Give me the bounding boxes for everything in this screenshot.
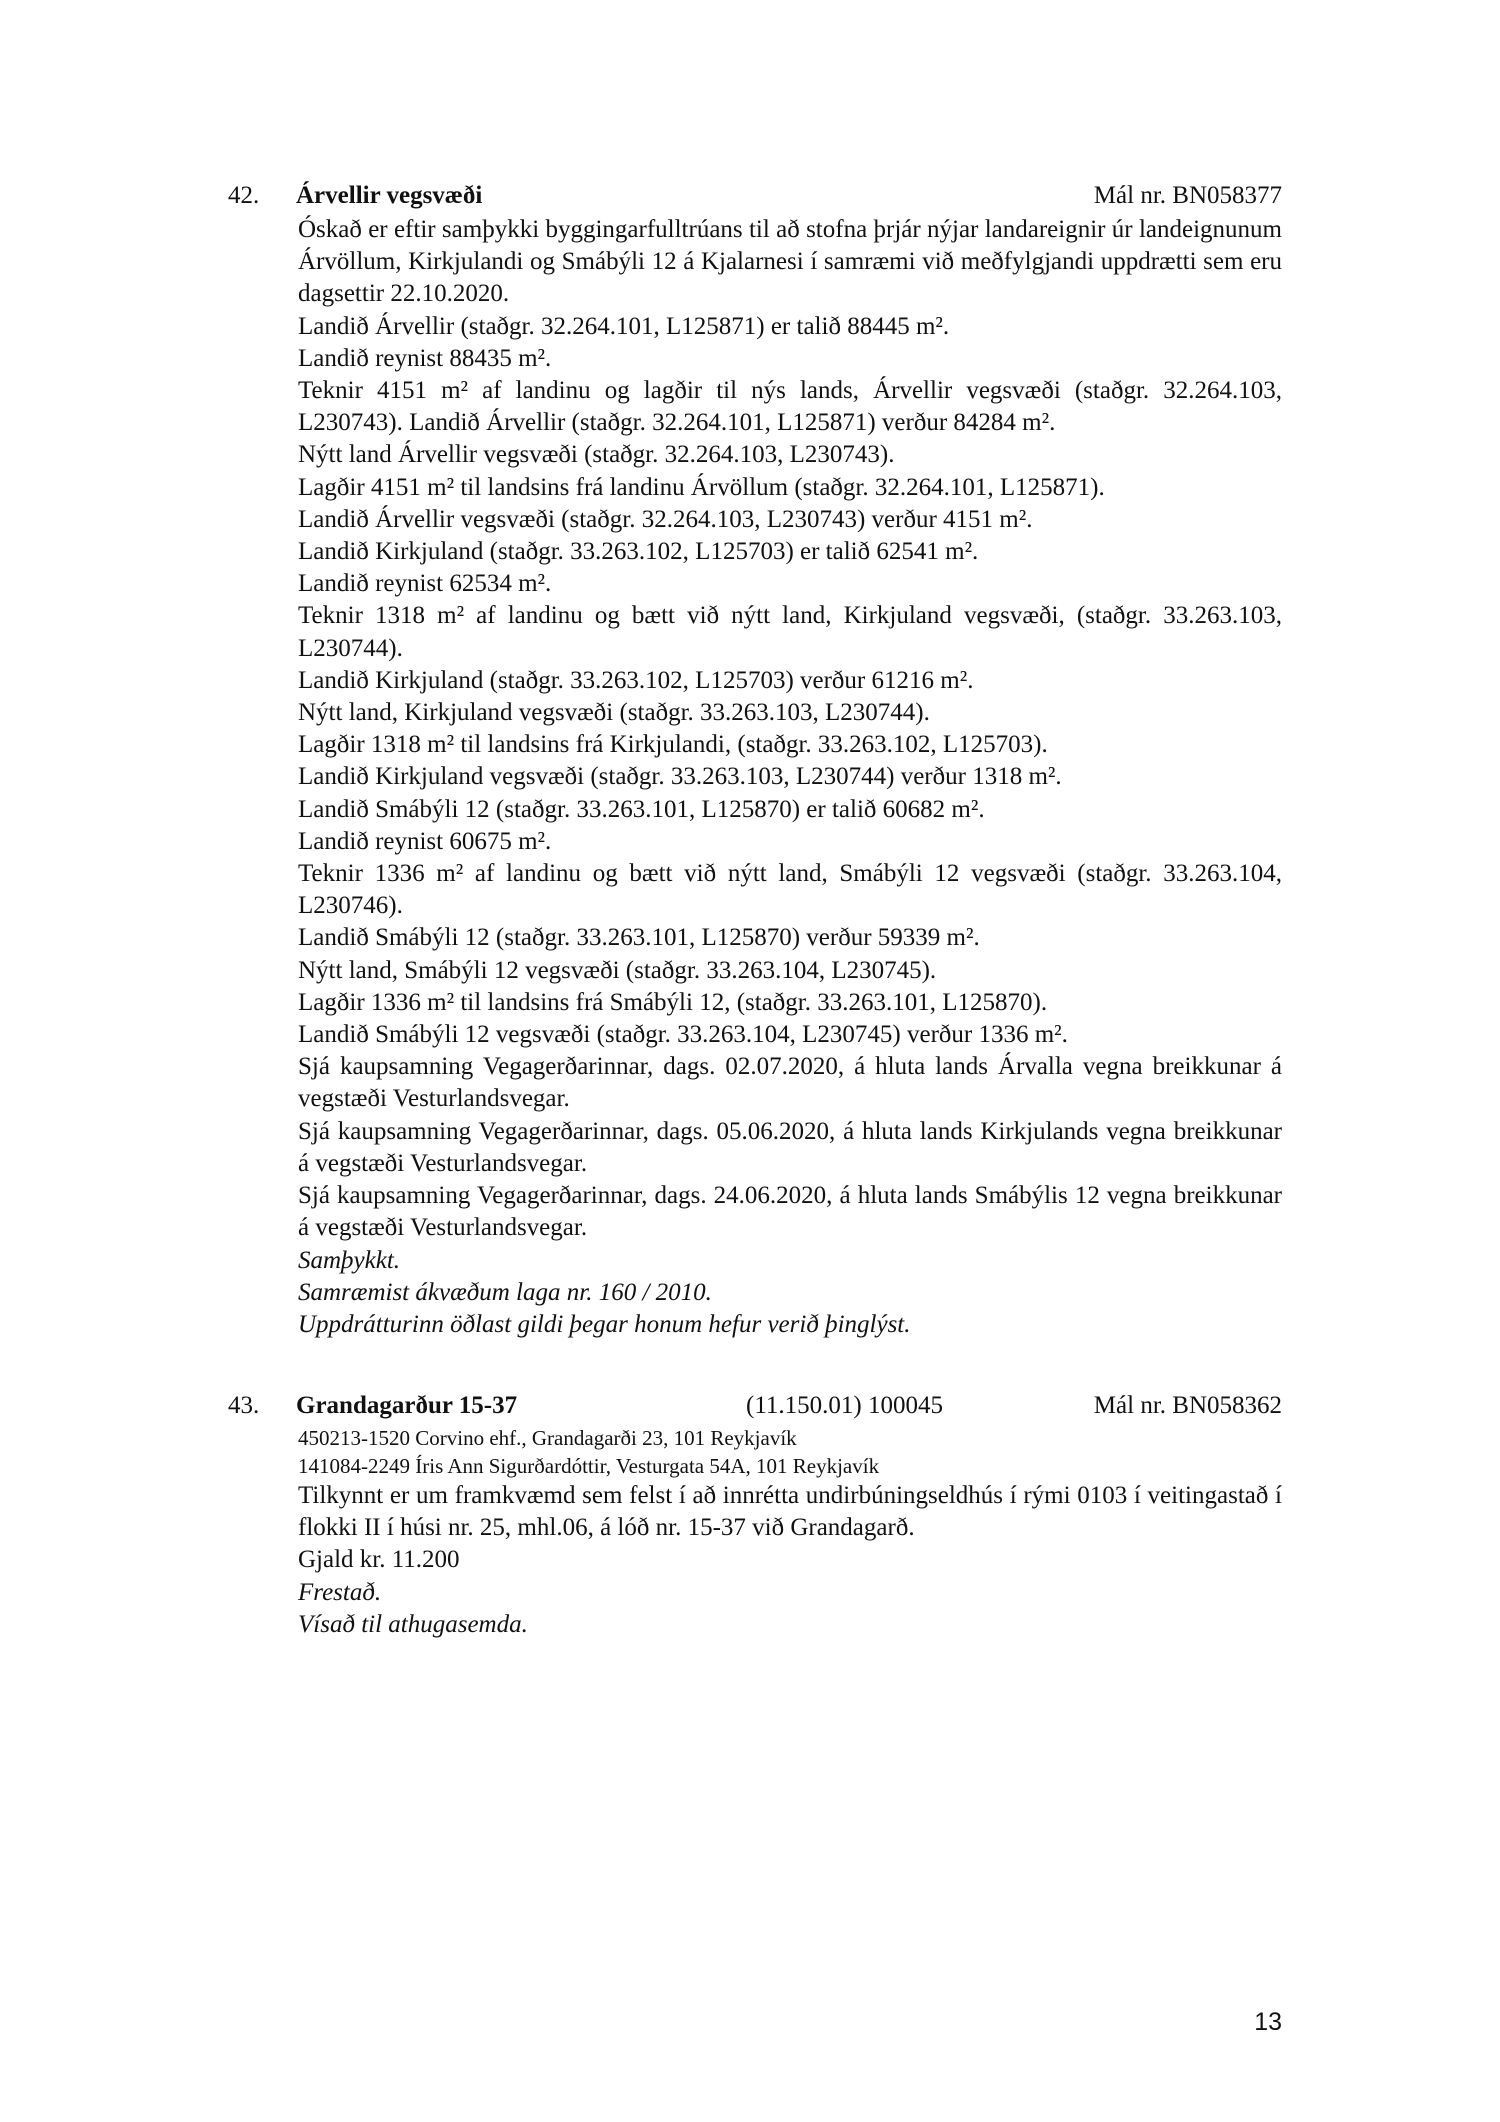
paragraph: Landið Kirkjuland (staðgr. 33.263.102, L125703) er talið 62541 m². — [298, 538, 979, 566]
item-header — [228, 1390, 1282, 1424]
paragraph: Landið reynist 88435 m². — [298, 344, 552, 372]
paragraph: Nýtt land, Kirkjuland vegsvæði (staðgr. 33.263.103, L230744). — [298, 699, 930, 727]
paragraph: Landið Kirkjuland (staðgr. 33.263.102, L125703) verður 61216 m². — [298, 666, 974, 694]
paragraph: Landið Kirkjuland vegsvæði (staðgr. 33.263.103, L230744) verður 1318 m². — [298, 763, 1062, 791]
property-reference: (11.150.01) 100045 — [746, 1392, 943, 1419]
decision-text: Frestað. — [298, 1578, 382, 1606]
item-number: 43. — [228, 1392, 260, 1419]
paragraph: Tilkynnt er um framkvæmd sem felst í að innrétta undirbúningseldhús í rými 0103 í veitingastað í flokki II í húsi nr. 25, mhl.06, á lóð nr. 15-37 við Grandagarð. — [298, 1482, 1282, 1542]
item-header — [228, 180, 1282, 214]
item-body — [298, 1424, 1282, 1641]
paragraph: Óskað er eftir samþykki byggingarfulltrúans til að stofna þrjár nýjar landareignir úr landeignunum Árvöllum, Kirkjulandi og Smábýli 12 á Kjalarnesi í samræmi við meðfylgjandi uppdrætti sem eru dagsettir 22.10.2020. — [298, 216, 1282, 308]
paragraph: Lagðir 1336 m² til landsins frá Smábýli 12, (staðgr. 33.263.101, L125870). — [298, 988, 1048, 1016]
paragraph: Landið Árvellir vegsvæði (staðgr. 32.264.103, L230743) verður 4151 m². — [298, 505, 1033, 533]
item-body — [298, 214, 1282, 1341]
item-number: 42. — [228, 182, 260, 209]
paragraph: Lagðir 4151 m² til landsins frá landinu Árvöllum (staðgr. 32.264.101, L125871). — [298, 473, 1105, 501]
case-number: Mál nr. BN058377 — [1093, 182, 1282, 209]
case-number: Mál nr. BN058362 — [1093, 1392, 1282, 1419]
paragraph: Landið Smábýli 12 (staðgr. 33.263.101, L125870) er talið 60682 m². — [298, 795, 985, 823]
party-line: 450213-1520 Corvino ehf., Grandagarði 23, 101 Reykjavík — [298, 1426, 797, 1450]
paragraph: Landið reynist 60675 m². — [298, 827, 552, 855]
paragraph: Teknir 1336 m² af landinu og bætt við nýtt land, Smábýli 12 vegsvæði (staðgr. 33.263.104, L230746). — [298, 860, 1282, 920]
paragraph: Gjald kr. 11.200 — [298, 1546, 460, 1574]
decision-text: Uppdrátturinn öðlast gildi þegar honum hefur verið þinglýst. — [298, 1310, 911, 1338]
party-line: 141084-2249 Íris Ann Sigurðardóttir, Vesturgata 54A, 101 Reykjavík — [298, 1454, 880, 1478]
item-title: Grandagarður 15-37 — [296, 1392, 518, 1419]
paragraph: Nýtt land, Smábýli 12 vegsvæði (staðgr. 33.263.104, L230745). — [298, 956, 937, 984]
paragraph: Sjá kaupsamning Vegagerðarinnar, dags. 02.07.2020, á hluta lands Árvalla vegna breikkunar á vegstæði Vesturlandsvegar. — [298, 1053, 1282, 1113]
paragraph: Sjá kaupsamning Vegagerðarinnar, dags. 24.06.2020, á hluta lands Smábýlis 12 vegna breikkunar á vegstæði Vesturlandsvegar. — [298, 1182, 1282, 1242]
paragraph: Landið Árvellir (staðgr. 32.264.101, L125871) er talið 88445 m². — [298, 312, 950, 340]
paragraph: Nýtt land Árvellir vegsvæði (staðgr. 32.264.103, L230743). — [298, 441, 895, 469]
decision-text: Vísað til athugasemda. — [298, 1610, 528, 1638]
decision-text: Samþykkt. — [298, 1246, 401, 1274]
decision-text: Samræmist ákvæðum laga nr. 160 / 2010. — [298, 1278, 712, 1306]
paragraph: Teknir 4151 m² af landinu og lagðir til nýs lands, Árvellir vegsvæði (staðgr. 32.264.103, L230743). Landið Árvellir (staðgr. 32.264.101, L125871) verður 84284 m². — [298, 377, 1282, 437]
paragraph: Landið reynist 62534 m². — [298, 570, 552, 598]
paragraph: Lagðir 1318 m² til landsins frá Kirkjulandi, (staðgr. 33.263.102, L125703). — [298, 731, 1048, 759]
paragraph: Teknir 1318 m² af landinu og bætt við nýtt land, Kirkjuland vegsvæði, (staðgr. 33.263.103, L230744). — [298, 602, 1282, 662]
paragraph: Landið Smábýli 12 (staðgr. 33.263.101, L125870) verður 59339 m². — [298, 924, 980, 952]
item-title: Árvellir vegsvæði — [296, 182, 483, 209]
paragraph: Sjá kaupsamning Vegagerðarinnar, dags. 05.06.2020, á hluta lands Kirkjulands vegna breikkunar á vegstæði Vesturlandsvegar. — [298, 1117, 1282, 1177]
paragraph: Landið Smábýli 12 vegsvæði (staðgr. 33.263.104, L230745) verður 1336 m². — [298, 1021, 1068, 1049]
page-number: 13 — [1254, 2008, 1282, 2036]
